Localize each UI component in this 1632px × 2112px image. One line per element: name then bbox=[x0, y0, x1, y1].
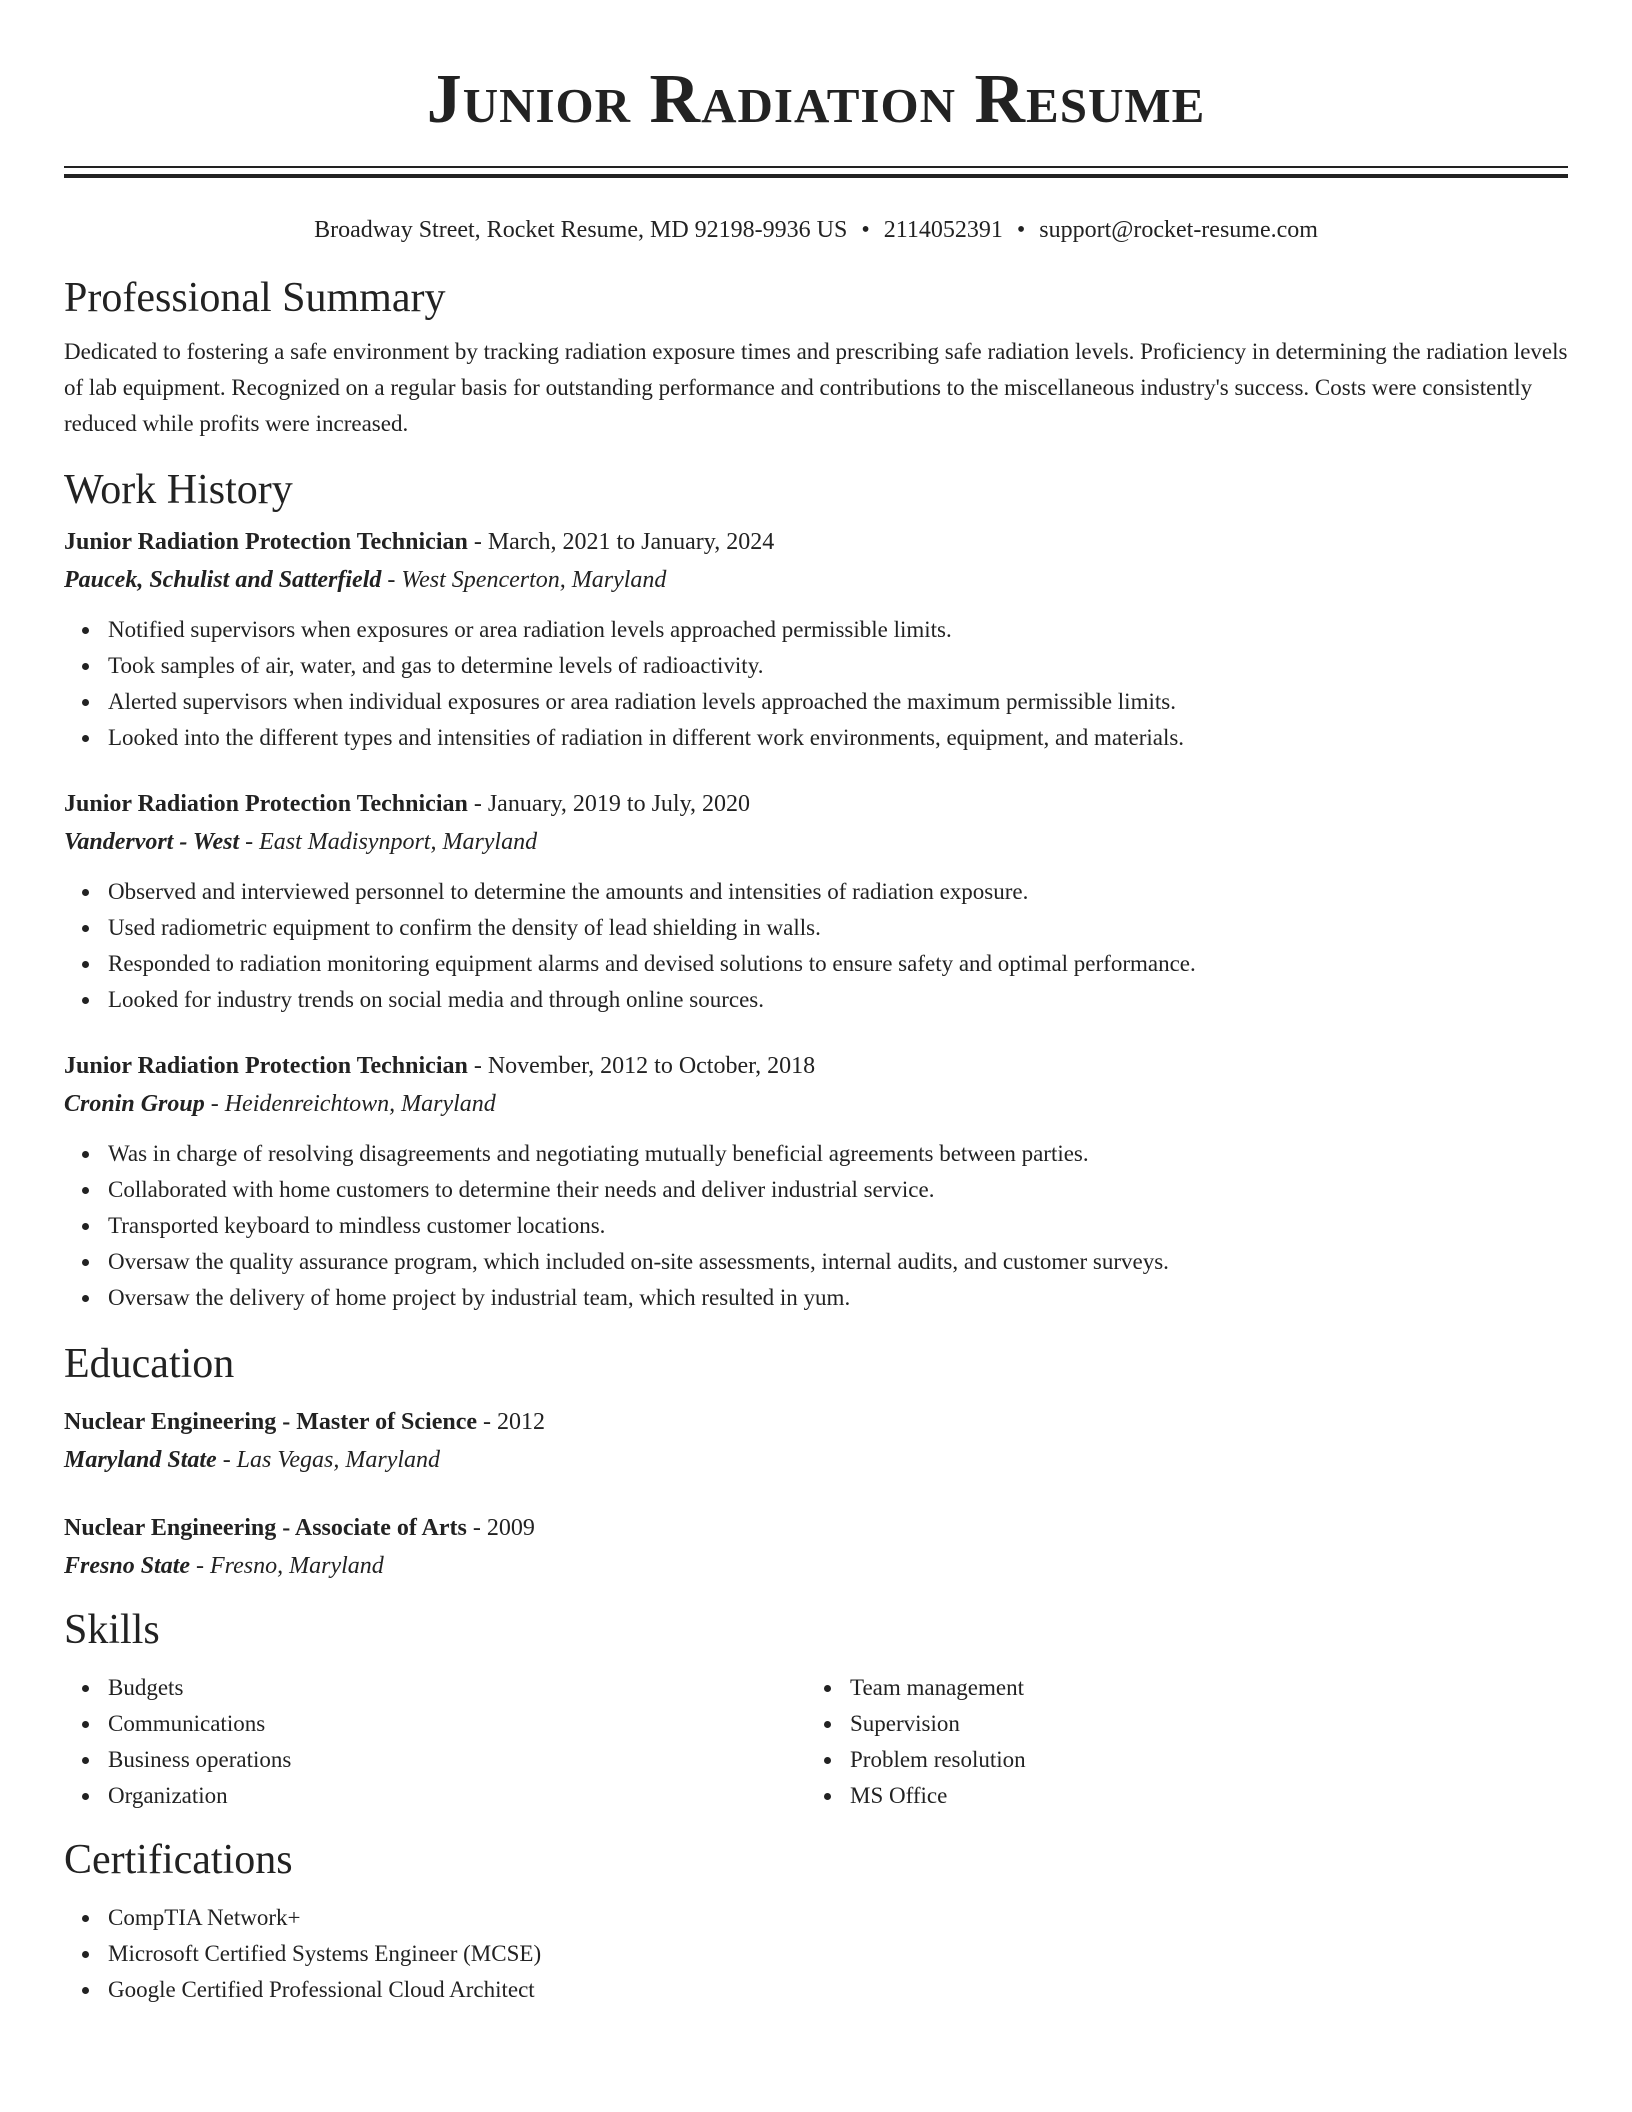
school-name: Maryland State bbox=[64, 1447, 217, 1473]
skill-item: Team management bbox=[850, 1670, 1548, 1706]
job-company: Paucek, Schulist and Satterfield bbox=[64, 567, 382, 593]
skill-item: Supervision bbox=[850, 1706, 1548, 1742]
list-item: Observed and interviewed personnel to determine the amounts and intensities of radiation exposure. bbox=[108, 874, 1568, 910]
skill-item: MS Office bbox=[850, 1778, 1548, 1814]
list-item: Oversaw the quality assurance program, which included on-site assessments, internal audits, and customer surveys. bbox=[108, 1244, 1568, 1280]
job-company: Cronin Group bbox=[64, 1091, 205, 1117]
job-location: - Heidenreichtown, Maryland bbox=[204, 1091, 496, 1117]
job-title-line bbox=[64, 786, 1568, 822]
job-entry bbox=[64, 524, 1568, 756]
certification-item: Google Certified Professional Cloud Architect bbox=[108, 1972, 1568, 2008]
school-location: - Las Vegas, Maryland bbox=[216, 1447, 441, 1473]
skill-item: Budgets bbox=[108, 1670, 806, 1706]
resume-title: Junior Radiation Resume bbox=[426, 61, 1206, 138]
skill-item: Problem resolution bbox=[850, 1742, 1548, 1778]
list-item: Oversaw the delivery of home project by industrial team, which resulted in yum. bbox=[108, 1280, 1568, 1316]
education-entry bbox=[64, 1510, 1568, 1584]
skills-grid bbox=[64, 1670, 1568, 1814]
contact-separator: • bbox=[1016, 217, 1026, 243]
contact-address: Broadway Street, Rocket Resume, MD 92198-9936 US bbox=[314, 217, 848, 243]
job-dates: - January, 2019 to July, 2020 bbox=[467, 791, 751, 817]
job-company: Vandervort - West bbox=[64, 829, 240, 855]
degree-name: Nuclear Engineering - Master of Science bbox=[64, 1409, 478, 1435]
list-item: Collaborated with home customers to determine their needs and deliver industrial service. bbox=[108, 1172, 1568, 1208]
skills-list bbox=[806, 1670, 1548, 1814]
list-item: Looked into the different types and intensities of radiation in different work environments, equipment, and materials. bbox=[108, 720, 1568, 756]
contact-phone: 2114052391 bbox=[883, 217, 1003, 243]
contact-separator: • bbox=[861, 217, 870, 243]
job-company-line bbox=[64, 562, 1568, 598]
certification-item: CompTIA Network+ bbox=[108, 1900, 1568, 1936]
list-item: Responded to radiation monitoring equipment alarms and devised solutions to ensure safety and optimal performance. bbox=[108, 946, 1568, 982]
job-duties bbox=[64, 1136, 1568, 1316]
education-entry bbox=[64, 1404, 1568, 1478]
title-rule-bottom bbox=[64, 174, 1568, 178]
list-item: Alerted supervisors when individual exposures or area radiation levels approached the maximum permissible limits. bbox=[108, 684, 1568, 720]
education-heading: Education bbox=[64, 1341, 235, 1387]
job-duties bbox=[64, 612, 1568, 756]
job-title: Junior Radiation Protection Technician bbox=[64, 529, 468, 555]
degree-line bbox=[64, 1510, 1568, 1546]
skills-column-left bbox=[64, 1670, 806, 1814]
degree-line bbox=[64, 1404, 1568, 1440]
skill-item: Organization bbox=[108, 1778, 806, 1814]
resume-page bbox=[64, 0, 1568, 2008]
job-title-line bbox=[64, 1048, 1568, 1084]
title-rule-top bbox=[64, 166, 1568, 168]
summary-text: Dedicated to fostering a safe environment by tracking radiation exposure times and prescribing safe radiation levels. Proficiency in determining the radiation levels of lab equipment. Recognized on a regular basis for outstanding performance and contributions to the miscellaneous industry's success. Costs were consistently reduced while profits were increased. bbox=[64, 339, 1568, 436]
job-duties bbox=[64, 874, 1568, 1018]
job-company-line bbox=[64, 824, 1568, 860]
list-item: Transported keyboard to mindless customer locations. bbox=[108, 1208, 1568, 1244]
skills-list bbox=[64, 1670, 806, 1814]
job-location: - West Spencerton, Maryland bbox=[381, 567, 667, 593]
contact-line bbox=[64, 214, 1568, 246]
list-item: Was in charge of resolving disagreements and negotiating mutually beneficial agreements between parties. bbox=[108, 1136, 1568, 1172]
degree-year: - 2009 bbox=[466, 1515, 535, 1541]
job-entry bbox=[64, 1048, 1568, 1316]
summary-heading: Professional Summary bbox=[64, 275, 446, 321]
job-title: Junior Radiation Protection Technician bbox=[64, 1053, 468, 1079]
degree-name: Nuclear Engineering - Associate of Arts bbox=[64, 1515, 467, 1541]
job-company-line bbox=[64, 1086, 1568, 1122]
contact-email: support@rocket-resume.com bbox=[1039, 217, 1318, 243]
list-item: Notified supervisors when exposures or area radiation levels approached permissible limits. bbox=[108, 612, 1568, 648]
certifications-list bbox=[64, 1900, 1568, 2008]
certification-item: Microsoft Certified Systems Engineer (MCSE) bbox=[108, 1936, 1568, 1972]
skills-heading: Skills bbox=[64, 1607, 160, 1653]
list-item: Took samples of air, water, and gas to determine levels of radioactivity. bbox=[108, 648, 1568, 684]
job-entry bbox=[64, 786, 1568, 1018]
skill-item: Business operations bbox=[108, 1742, 806, 1778]
job-title: Junior Radiation Protection Technician bbox=[64, 791, 468, 817]
job-dates: - March, 2021 to January, 2024 bbox=[467, 529, 775, 555]
school-line bbox=[64, 1442, 1568, 1478]
skill-item: Communications bbox=[108, 1706, 806, 1742]
work-history-heading: Work History bbox=[64, 467, 293, 513]
job-location: - East Madisynport, Maryland bbox=[239, 829, 538, 855]
list-item: Used radiometric equipment to confirm the density of lead shielding in walls. bbox=[108, 910, 1568, 946]
skills-column-right bbox=[806, 1670, 1548, 1814]
school-line bbox=[64, 1548, 1568, 1584]
degree-year: - 2012 bbox=[477, 1409, 546, 1435]
school-name: Fresno State bbox=[64, 1553, 191, 1579]
school-location: - Fresno, Maryland bbox=[190, 1553, 384, 1579]
job-dates: - November, 2012 to October, 2018 bbox=[467, 1053, 816, 1079]
list-item: Looked for industry trends on social media and through online sources. bbox=[108, 982, 1568, 1018]
job-title-line bbox=[64, 524, 1568, 560]
certifications-heading: Certifications bbox=[64, 1837, 293, 1883]
